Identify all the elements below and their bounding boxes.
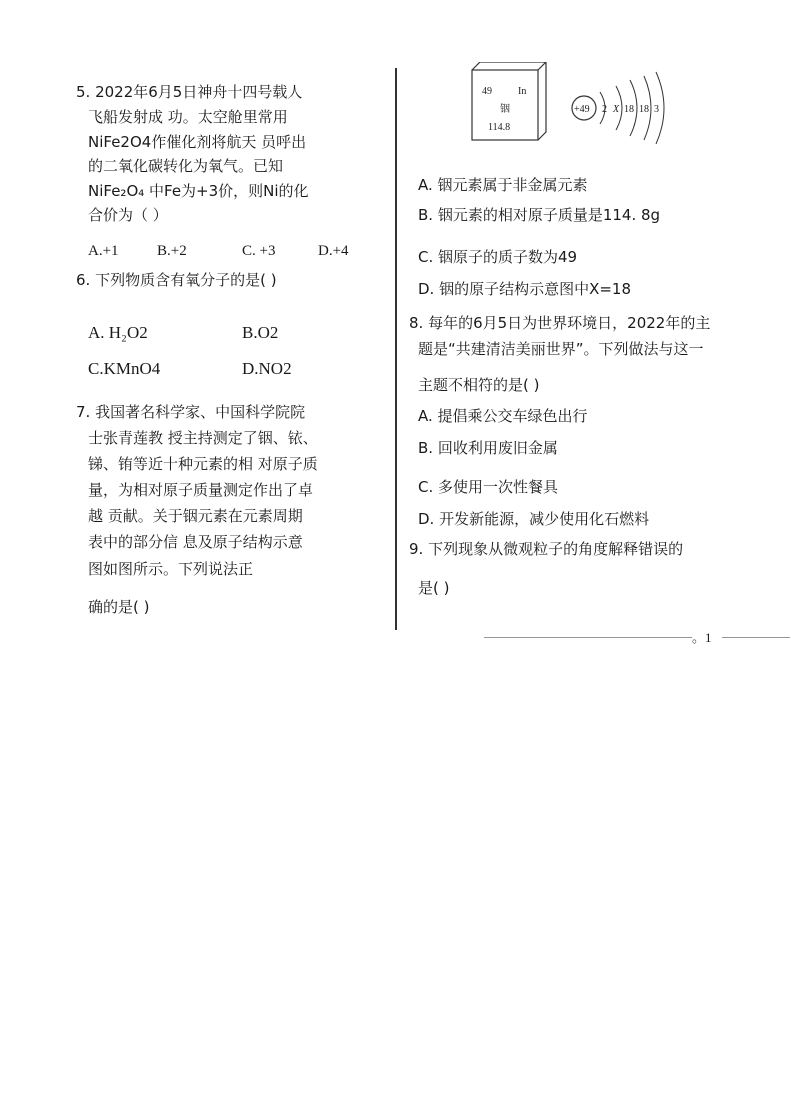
q8-option-b: B. 回收利用废旧金属 [418, 439, 558, 457]
shell-4: 18 [639, 104, 649, 115]
q5-stem-line1: 5. 2022年6月5日神舟十四号载人 [76, 83, 303, 101]
q5-stem-line5: NiFe₂O₄ 中Fe为+3价，则Ni的化 [88, 182, 309, 200]
nucleus-charge: +49 [574, 104, 590, 115]
q7-option-c: C. 铟原子的质子数为49 [418, 248, 578, 266]
q5-option-a: A.+1 [88, 243, 119, 259]
q6-option-d: D.NO2 [242, 359, 292, 378]
q7-option-b: B. 铟元素的相对原子质量是114. 8g [418, 206, 661, 224]
q7-option-d: D. 铟的原子结构示意图中X=18 [418, 280, 632, 298]
shell-5: 3 [654, 104, 659, 115]
q5-stem-line4: 的二氧化碳转化为氧气。已知 [88, 157, 284, 175]
footer-rule-left [484, 637, 692, 638]
page-number: 。1 [692, 630, 712, 645]
q5-stem-line3: NiFe2O4作催化剂将航天 员呼出 [88, 133, 307, 151]
q8-option-a: A. 提倡乘公交车绿色出行 [418, 407, 588, 425]
q6-option-c: C.KMnO4 [88, 359, 161, 378]
q8-stem-line1: 8. 每年的6月5日为世界环境日，2022年的主 [409, 314, 711, 332]
q6-option-b: B.O2 [242, 323, 279, 342]
q9-stem-line1: 9. 下列现象从微观粒子的角度解释错误的 [409, 540, 684, 558]
q7-option-a: A. 铟元素属于非金属元素 [418, 176, 588, 194]
q5-option-c: C. +3 [242, 243, 276, 259]
element-symbol: In [518, 86, 527, 97]
shell-1: 2 [602, 104, 607, 115]
page-number-value: 1 [705, 630, 712, 645]
q8-option-c: C. 多使用一次性餐具 [418, 478, 559, 496]
indium-figure [466, 62, 676, 148]
q7-stem-line6: 表中的部分信 息及原子结构示意 [88, 533, 303, 551]
q5-stem-line6: 合价为（ ） [88, 206, 168, 224]
q7-stem-line3: 锑、铕等近十种元素的相 对原子质 [88, 455, 318, 473]
q8-stem-line3: 主题不相符的是( ) [418, 376, 540, 394]
column-divider [395, 68, 397, 630]
shell-3: 18 [624, 104, 634, 115]
q7-stem-line1: 7. 我国著名科学家、中国科学院院 [76, 403, 306, 421]
element-number: 49 [482, 86, 492, 97]
q6-stem: 6. 下列物质含有氧分子的是( ) [76, 271, 277, 289]
footer-rule-right [722, 637, 790, 638]
q7-stem-line8: 确的是( ) [88, 598, 150, 616]
q7-stem-line2: 士张青莲教 授主持测定了铟、铱、 [88, 429, 318, 447]
q5-option-d: D.+4 [318, 243, 349, 259]
q8-option-d: D. 开发新能源，减少使用化石燃料 [418, 510, 650, 528]
element-diagram [466, 62, 676, 144]
q9-stem-line2: 是( ) [418, 579, 450, 597]
element-mass: 114.8 [488, 122, 511, 133]
q8-stem-line2: 题是“共建清洁美丽世界”。下列做法与这一 [418, 340, 704, 358]
shell-2: X [613, 104, 620, 115]
q7-stem-line7: 图如图所示。下列说法正 [88, 560, 254, 578]
q5-option-b: B.+2 [157, 243, 187, 259]
q6-option-a: A. H₂O2 [88, 323, 148, 342]
q7-stem-line5: 越 贡献。关于铟元素在元素周期 [88, 507, 303, 525]
element-name: 铟 [500, 104, 510, 115]
q5-stem-line2: 飞船发射成 功。太空舱里常用 [88, 108, 288, 126]
q7-stem-line4: 量，为相对原子质量测定作出了卓 [88, 481, 314, 499]
